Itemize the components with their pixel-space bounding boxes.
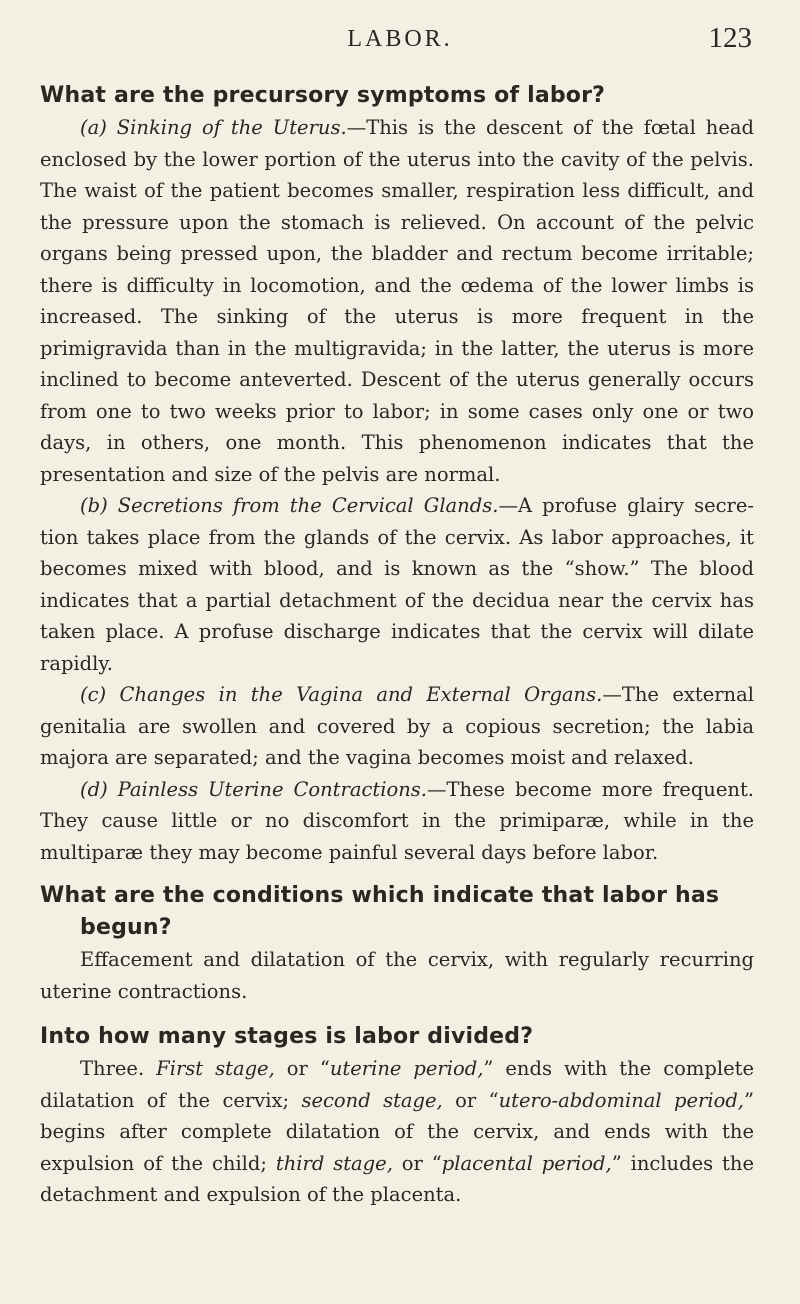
text-segment: ” begins after complete dilatation of the cervix, and ends with the expulsion of the child; bbox=[40, 1088, 754, 1175]
text-segment: ” includes the detachment and expulsion of the placenta. bbox=[40, 1151, 754, 1206]
question-precursory-symptoms: What are the precursory symptoms of labor? bbox=[40, 83, 606, 108]
label-second-stage: second stage, bbox=[301, 1088, 443, 1112]
text-segment: ” ends with the complete dilatation of the cervix; bbox=[40, 1057, 754, 1112]
label-third-stage: third stage, bbox=[275, 1151, 393, 1175]
label-first-stage: First stage, bbox=[156, 1057, 275, 1080]
paragraph-vaginal-changes bbox=[40, 679, 754, 774]
question-labor-begun bbox=[40, 880, 754, 944]
running-head: LABOR. bbox=[347, 26, 453, 52]
page-header bbox=[0, 22, 800, 62]
paragraph-cervical-secretions bbox=[40, 490, 754, 679]
paragraph-labor-begun-answer: Effacement and dilatation of the cervix, with regularly recurring uterine contractions. bbox=[40, 948, 754, 1003]
paragraph-labor-stages bbox=[40, 1053, 754, 1211]
paragraph-sinking-uterus bbox=[40, 112, 754, 490]
question-labor-begun-line2: begun? bbox=[80, 915, 172, 940]
label-painless-contractions: (d) Painless Uterine Contractions. bbox=[80, 777, 427, 801]
label-vaginal-changes: (c) Changes in the Vagina and External Organs. bbox=[80, 683, 603, 706]
text-segment: or “ bbox=[392, 1151, 442, 1175]
paragraph-painless-contractions bbox=[40, 774, 754, 869]
question-labor-stages: Into how many stages is labor divided? bbox=[40, 1024, 534, 1049]
label-sinking-uterus: (a) Sinking of the Uterus. bbox=[80, 116, 347, 139]
text-cervical-secretions: —A profuse glairy secretion takes place from the glands of the cervix. As labor approaches, it becomes mixed with blood, and is known as the “show.” The blood indicates that a partial detachment of the decidua near the cervix has taken place. A profuse discharge indicates that the cervix will dilate rapidly. bbox=[40, 494, 755, 675]
page-number: 123 bbox=[708, 22, 752, 54]
text-vaginal-changes: —The external genitalia are swollen and covered by a copious secretion; the labia majora are separated; and the vagina becomes moist and relaxed. bbox=[40, 683, 754, 769]
question-labor-begun-line1: What are the conditions which indicate that labor has bbox=[40, 883, 720, 908]
label-placental-period: placental period, bbox=[441, 1151, 612, 1175]
text-segment: Three. bbox=[80, 1057, 157, 1080]
page-body bbox=[40, 80, 754, 1211]
text-sinking-uterus: —This is the descent of the fœtal head enclosed by the lower portion of the uterus into the cavity of the pelvis. The waist of the patient becomes smaller, respiration less difficult, and the pressure upon the stomach is relieved. On account of the pelvic organs being pressed upon, the bladder and rectum become irritable; there is difficulty in locomotion, and the œdema of the lower limbs is increased. The sinking of the uterus is more frequent in the primigravida than in the multigravida; in the latter, the uterus is more inclined to become anteverted. Descent of the uterus generally occurs from one to two weeks prior to labor; in some cases only one or two days, in others, one month. This phenomenon indicates that the presentation and size of the pelvis are normal. bbox=[40, 116, 755, 486]
text-segment: or “ bbox=[274, 1057, 330, 1080]
label-utero-abdominal-period: utero-abdominal period, bbox=[498, 1088, 745, 1112]
text-painless-contractions: —These become more frequent. They cause little or no discomfort in the primiparæ, while in the multiparæ they may become painful several days before labor. bbox=[40, 777, 754, 864]
label-cervical-secretions: (b) Secretions from the Cervical Glands. bbox=[80, 494, 499, 517]
label-uterine-period: uterine period, bbox=[329, 1057, 484, 1080]
text-segment: or “ bbox=[442, 1088, 499, 1112]
